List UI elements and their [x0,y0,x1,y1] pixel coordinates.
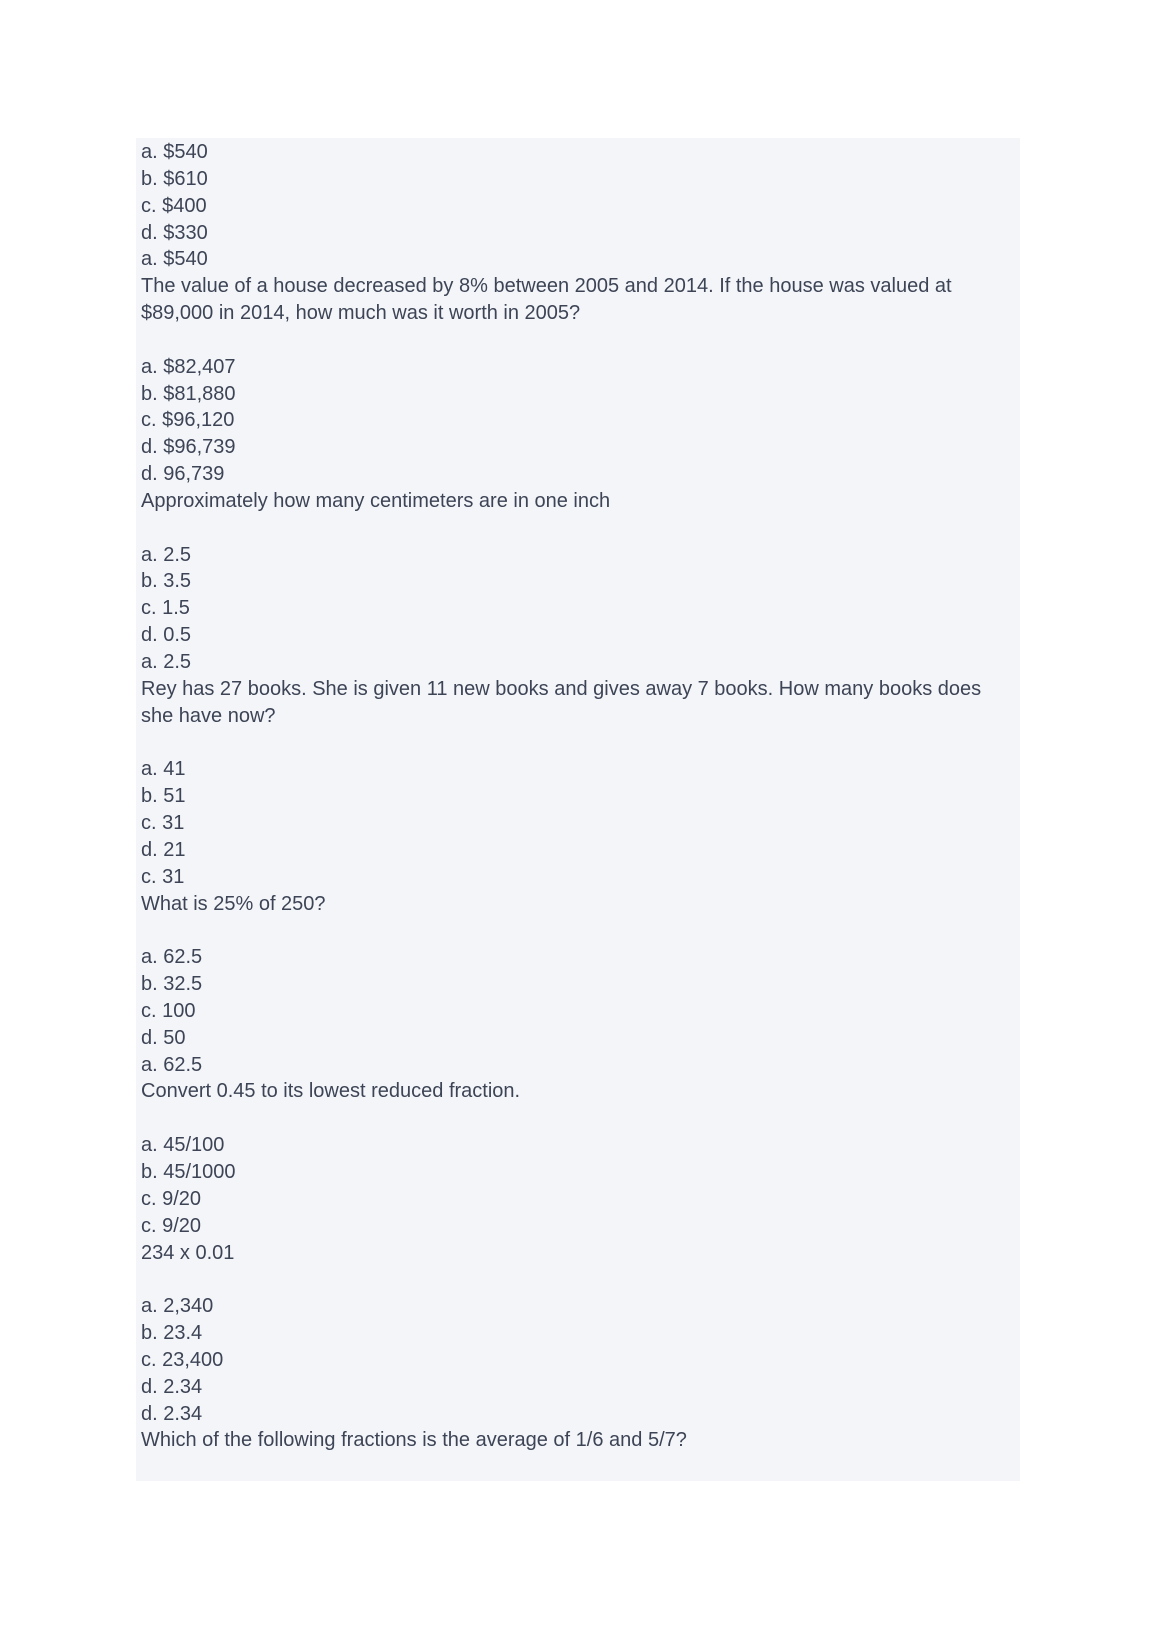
blank-line [141,1105,1001,1132]
question-text: Rey has 27 books. She is given 11 new books and gives away 7 books. How many books does she have now? [141,677,987,727]
option-item: a. $82,407 [141,355,236,378]
blank-line [141,1266,1001,1293]
option-item: d. 21 [141,838,186,861]
answer-text: d. 96,739 [141,463,225,486]
option-item: a. 62.5 [141,946,203,969]
blank-line [141,917,1001,944]
blank-line [141,730,1001,757]
question-text: 234 x 0.01 [141,1241,235,1264]
blank-line [141,515,1001,542]
answer-text: a. 62.5 [141,1053,203,1076]
option-item: c. 23,400 [141,1348,224,1371]
option-item: c. 1.5 [141,597,190,620]
option-item: c. $96,120 [141,409,235,432]
document-lines [141,139,1001,1481]
answer-text: c. 9/20 [141,1214,202,1237]
option-item: d. 50 [141,1026,186,1049]
option-item: b. 23.4 [141,1322,203,1345]
question-text: The value of a house decreased by 8% between 2005 and 2014. If the house was valued at $89,000 in 2014, how much was it worth in 2005? [141,275,958,325]
option-item: a. $540 [141,141,208,163]
question-text: Which of the following fractions is the average of 1/6 and 5/7? [141,1429,687,1452]
option-item: b. 45/1000 [141,1160,236,1183]
option-item: d. $96,739 [141,436,236,459]
option-item: b. $610 [141,167,208,190]
answer-text: c. 31 [141,865,185,888]
option-item: a. 2,340 [141,1295,214,1318]
option-item: d. 0.5 [141,624,192,647]
option-item: b. 3.5 [141,570,192,593]
blank-line [141,1454,1001,1481]
option-item: a. 41 [141,758,186,781]
option-item: c. 100 [141,999,196,1022]
answer-text: d. 2.34 [141,1402,203,1425]
option-item: a. 45/100 [141,1134,225,1157]
question-text: What is 25% of 250? [141,892,326,915]
option-item: b. 51 [141,785,186,808]
option-item: d. $330 [141,221,208,244]
answer-text: a. 2.5 [141,651,192,673]
question-text: Approximately how many centimeters are in one inch [141,489,611,512]
blank-line [141,327,1001,354]
option-item: b. 32.5 [141,973,203,996]
answer-text: a. $540 [141,248,208,271]
option-item: b. $81,880 [141,382,236,405]
quiz-content-box [136,138,1020,1481]
option-item: d. 2.34 [141,1375,203,1398]
option-item: c. 31 [141,812,185,835]
option-item: a. 2.5 [141,543,192,566]
question-text: Convert 0.45 to its lowest reduced fraction. [141,1080,521,1103]
option-item: c. 9/20 [141,1187,202,1210]
option-item: c. $400 [141,194,207,217]
